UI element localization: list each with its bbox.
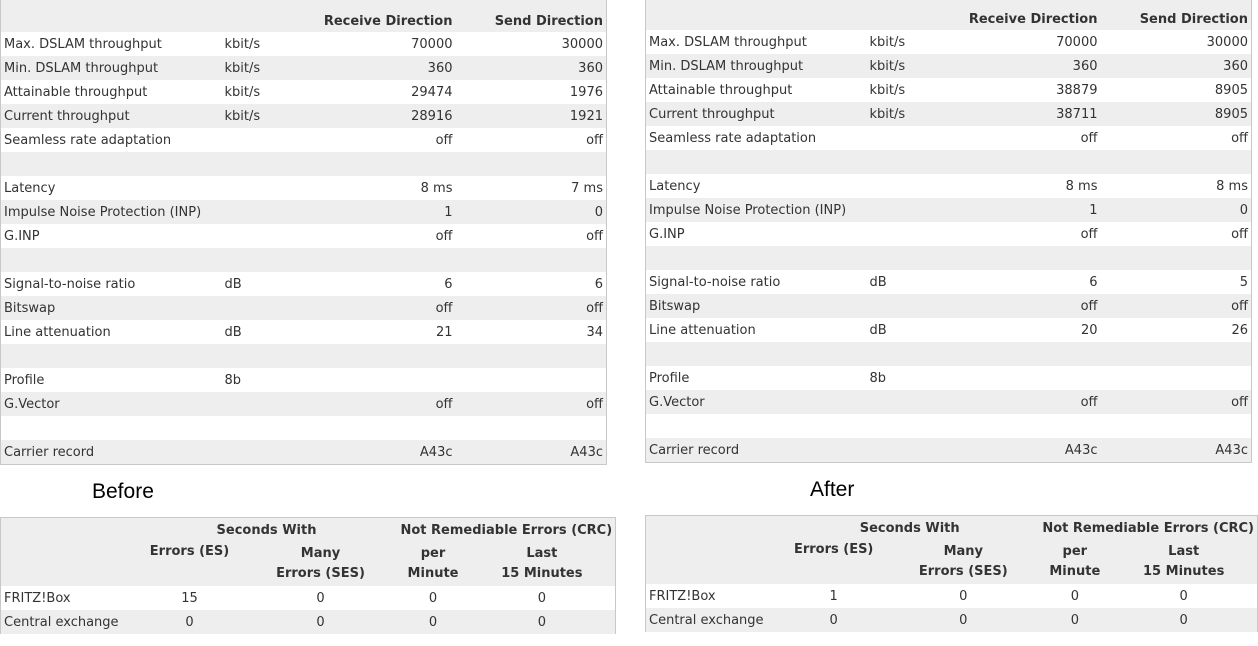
value-send: off — [1101, 294, 1252, 318]
row-label: Signal-to-noise ratio — [646, 270, 867, 294]
table-row — [646, 54, 1252, 78]
value-receive: 29474 — [297, 80, 456, 104]
table-row — [646, 30, 1252, 54]
table-row — [646, 126, 1252, 150]
table-row — [1, 80, 607, 104]
row-label: Max. DSLAM throughput — [646, 30, 867, 54]
value-receive: 6 — [942, 270, 1101, 294]
value-send: 7 ms — [456, 176, 607, 200]
row-unit: dB — [867, 270, 942, 294]
row-label: Profile — [646, 366, 867, 390]
row-unit: kbit/s — [222, 104, 297, 128]
table-row — [646, 78, 1252, 102]
row-label: Line attenuation — [646, 318, 867, 342]
col-15-line2: 15 Minutes — [1143, 564, 1225, 579]
table-row — [1, 320, 607, 344]
col-min-line2: Minute — [1049, 564, 1101, 579]
table-row — [646, 198, 1252, 222]
value-receive — [942, 366, 1101, 390]
table-row — [646, 390, 1252, 414]
value-send: off — [456, 296, 607, 320]
col-per-minute — [1039, 540, 1110, 584]
before-panel — [0, 0, 607, 465]
row-label — [646, 246, 867, 270]
value-receive: 1 — [297, 200, 456, 224]
value-send: 26 — [1101, 318, 1252, 342]
value-last15: 0 — [1110, 608, 1257, 632]
col-ses-line1: Many — [943, 544, 984, 559]
row-label: Min. DSLAM throughput — [1, 56, 222, 80]
row-label: Bitswap — [1, 296, 222, 320]
row-label: Min. DSLAM throughput — [646, 54, 867, 78]
value-min: 0 — [1039, 584, 1110, 608]
value-receive — [942, 342, 1101, 366]
row-unit — [222, 152, 297, 176]
group-crc: Not Remediable Errors (CRC) — [398, 518, 616, 543]
table-row — [646, 150, 1252, 174]
header-receive-direction: Receive Direction — [297, 0, 456, 32]
row-unit — [867, 246, 942, 270]
col-15-line2: 15 Minutes — [501, 566, 583, 581]
value-send: A43c — [1101, 438, 1252, 463]
value-receive: off — [942, 126, 1101, 150]
value-ses: 0 — [887, 584, 1039, 608]
value-send: off — [456, 128, 607, 152]
value-send — [1101, 150, 1252, 174]
table-row — [646, 608, 1258, 632]
row-label: Bitswap — [646, 294, 867, 318]
value-send: 8905 — [1101, 78, 1252, 102]
col-ses — [244, 542, 398, 586]
value-ses: 0 — [244, 610, 398, 634]
row-unit — [222, 176, 297, 200]
row-unit — [222, 128, 297, 152]
row-unit — [222, 248, 297, 272]
table-row — [1, 248, 607, 272]
value-send — [456, 416, 607, 440]
value-send — [456, 248, 607, 272]
value-ses: 0 — [244, 586, 398, 610]
value-receive — [297, 368, 456, 392]
row-unit — [222, 296, 297, 320]
empty-cell — [222, 0, 297, 32]
empty-cell — [1, 0, 222, 32]
col-last-15 — [1110, 540, 1257, 584]
value-send — [1101, 342, 1252, 366]
row-label: Max. DSLAM throughput — [1, 32, 222, 56]
table-row — [1, 296, 607, 320]
table-row — [1, 152, 607, 176]
row-label: Current throughput — [646, 102, 867, 126]
value-es: 15 — [136, 586, 244, 610]
value-receive: off — [297, 128, 456, 152]
value-last15: 0 — [1110, 584, 1257, 608]
table-row — [646, 318, 1252, 342]
value-receive — [297, 344, 456, 368]
row-unit — [222, 440, 297, 465]
table-row — [646, 246, 1252, 270]
col-min-line1: per — [1062, 544, 1088, 559]
table-row — [1, 224, 607, 248]
value-send: 0 — [456, 200, 607, 224]
value-send: 34 — [456, 320, 607, 344]
value-send — [1101, 246, 1252, 270]
table-row — [1, 272, 607, 296]
value-min: 0 — [398, 610, 469, 634]
after-stats-body — [646, 0, 1252, 463]
row-unit — [867, 198, 942, 222]
empty-cell — [1, 542, 136, 586]
row-label — [1, 152, 222, 176]
value-receive: 20 — [942, 318, 1101, 342]
value-send — [1101, 414, 1252, 438]
empty-cell — [867, 0, 942, 30]
row-label — [1, 416, 222, 440]
table-row — [646, 222, 1252, 246]
row-label — [1, 248, 222, 272]
value-receive: 8 ms — [297, 176, 456, 200]
value-receive: 21 — [297, 320, 456, 344]
table-row — [1, 128, 607, 152]
value-send: off — [1101, 390, 1252, 414]
value-receive — [942, 414, 1101, 438]
row-label: Latency — [1, 176, 222, 200]
value-receive — [942, 150, 1101, 174]
group-seconds-with: Seconds With — [780, 516, 1039, 541]
value-send: 30000 — [1101, 30, 1252, 54]
row-unit — [222, 416, 297, 440]
table-row — [646, 438, 1252, 463]
value-send: off — [456, 224, 607, 248]
value-receive: 1 — [942, 198, 1101, 222]
errors-column-header — [1, 542, 616, 586]
row-label — [646, 414, 867, 438]
value-min: 0 — [398, 586, 469, 610]
value-receive: off — [297, 392, 456, 416]
table-row — [1, 32, 607, 56]
value-receive: 70000 — [297, 32, 456, 56]
value-receive: 38879 — [942, 78, 1101, 102]
row-label: Latency — [646, 174, 867, 198]
row-unit — [222, 224, 297, 248]
row-label — [646, 150, 867, 174]
row-label: Carrier record — [646, 438, 867, 463]
header-send-direction: Send Direction — [1101, 0, 1252, 30]
value-send — [456, 344, 607, 368]
row-unit: 8b — [222, 368, 297, 392]
value-send — [456, 152, 607, 176]
table-row — [646, 584, 1258, 608]
value-send — [456, 368, 607, 392]
value-send: A43c — [456, 440, 607, 465]
table-row — [646, 414, 1252, 438]
col-es: Errors (ES) — [136, 542, 244, 586]
row-unit — [222, 344, 297, 368]
row-label: G.Vector — [646, 390, 867, 414]
value-receive: off — [942, 294, 1101, 318]
table-row — [646, 174, 1252, 198]
row-unit: 8b — [867, 366, 942, 390]
value-receive: A43c — [297, 440, 456, 465]
value-receive: off — [942, 390, 1101, 414]
table-row — [1, 440, 607, 465]
col-es: Errors (ES) — [780, 540, 887, 584]
value-send: 6 — [456, 272, 607, 296]
row-label — [1, 344, 222, 368]
table-row — [1, 416, 607, 440]
value-send: 0 — [1101, 198, 1252, 222]
row-unit — [222, 200, 297, 224]
row-unit: dB — [867, 318, 942, 342]
row-unit — [222, 392, 297, 416]
table-row — [1, 104, 607, 128]
row-unit: kbit/s — [867, 30, 942, 54]
value-receive: 38711 — [942, 102, 1101, 126]
row-label: Impulse Noise Protection (INP) — [1, 200, 222, 224]
row-label: Seamless rate adaptation — [646, 126, 867, 150]
value-receive: 6 — [297, 272, 456, 296]
row-unit — [867, 438, 942, 463]
row-unit — [867, 342, 942, 366]
value-last15: 0 — [469, 586, 616, 610]
value-receive: off — [942, 222, 1101, 246]
value-receive — [297, 152, 456, 176]
row-unit: dB — [222, 272, 297, 296]
col-ses-line1: Many — [300, 546, 341, 561]
value-receive: 360 — [942, 54, 1101, 78]
value-receive: off — [297, 224, 456, 248]
value-send: 1921 — [456, 104, 607, 128]
value-send: off — [1101, 126, 1252, 150]
header-receive-direction: Receive Direction — [942, 0, 1101, 30]
row-unit — [867, 294, 942, 318]
row-label: Central exchange — [1, 610, 136, 634]
table-row — [1, 392, 607, 416]
after-caption: After — [810, 478, 855, 501]
before-stats-body — [1, 0, 607, 465]
table-row — [1, 56, 607, 80]
value-send: 360 — [456, 56, 607, 80]
table-row — [1, 586, 616, 610]
row-label: Central exchange — [646, 608, 781, 632]
row-label: Current throughput — [1, 104, 222, 128]
value-min: 0 — [1039, 608, 1110, 632]
stats-header-row — [646, 0, 1252, 30]
table-row — [646, 294, 1252, 318]
table-row — [646, 342, 1252, 366]
after-errors-table — [645, 515, 1258, 632]
value-send: 360 — [1101, 54, 1252, 78]
value-receive — [297, 416, 456, 440]
row-unit: kbit/s — [222, 56, 297, 80]
row-label: FRITZ!Box — [1, 586, 136, 610]
value-receive: 8 ms — [942, 174, 1101, 198]
col-min-line1: per — [420, 546, 446, 561]
value-receive: off — [297, 296, 456, 320]
value-send: 1976 — [456, 80, 607, 104]
before-errors-table — [0, 517, 616, 634]
row-label: Signal-to-noise ratio — [1, 272, 222, 296]
table-row — [1, 368, 607, 392]
row-label: G.INP — [646, 222, 867, 246]
row-unit — [867, 126, 942, 150]
value-receive: 70000 — [942, 30, 1101, 54]
value-es: 1 — [780, 584, 887, 608]
value-es: 0 — [780, 608, 887, 632]
row-unit — [867, 150, 942, 174]
group-seconds-with: Seconds With — [136, 518, 398, 543]
after-panel — [645, 0, 1252, 463]
row-label — [646, 342, 867, 366]
value-send: 8905 — [1101, 102, 1252, 126]
row-label: Seamless rate adaptation — [1, 128, 222, 152]
row-unit — [867, 222, 942, 246]
table-row — [646, 102, 1252, 126]
col-min-line2: Minute — [407, 566, 459, 581]
group-crc: Not Remediable Errors (CRC) — [1039, 516, 1257, 541]
table-row — [646, 270, 1252, 294]
row-label: Profile — [1, 368, 222, 392]
row-unit: kbit/s — [867, 102, 942, 126]
errors-group-header — [1, 518, 616, 543]
value-es: 0 — [136, 610, 244, 634]
value-receive: 28916 — [297, 104, 456, 128]
row-label: Carrier record — [1, 440, 222, 465]
col-ses — [887, 540, 1039, 584]
row-unit: kbit/s — [222, 80, 297, 104]
col-ses-line2: Errors (SES) — [918, 564, 1008, 579]
value-receive: 360 — [297, 56, 456, 80]
empty-cell — [646, 540, 781, 584]
row-label: FRITZ!Box — [646, 584, 781, 608]
value-receive — [942, 246, 1101, 270]
value-send: 8 ms — [1101, 174, 1252, 198]
before-line-stats-table — [0, 0, 607, 465]
value-receive — [297, 248, 456, 272]
row-label: Line attenuation — [1, 320, 222, 344]
row-unit — [867, 174, 942, 198]
row-unit: kbit/s — [867, 78, 942, 102]
row-label: Attainable throughput — [1, 80, 222, 104]
value-send — [1101, 366, 1252, 390]
empty-cell — [646, 516, 781, 541]
row-unit — [867, 414, 942, 438]
value-last15: 0 — [469, 610, 616, 634]
col-last-15 — [469, 542, 616, 586]
table-row — [1, 200, 607, 224]
value-send: off — [456, 392, 607, 416]
row-label: Impulse Noise Protection (INP) — [646, 198, 867, 222]
value-receive: A43c — [942, 438, 1101, 463]
table-row — [646, 366, 1252, 390]
table-row — [1, 344, 607, 368]
stats-header-row — [1, 0, 607, 32]
col-15-line1: Last — [526, 546, 558, 561]
empty-cell — [646, 0, 867, 30]
col-15-line1: Last — [1168, 544, 1200, 559]
after-line-stats-table — [645, 0, 1252, 463]
value-send: 30000 — [456, 32, 607, 56]
errors-column-header — [646, 540, 1258, 584]
before-caption: Before — [92, 480, 154, 503]
row-unit: dB — [222, 320, 297, 344]
header-send-direction: Send Direction — [456, 0, 607, 32]
col-ses-line2: Errors (SES) — [276, 566, 365, 581]
empty-cell — [1, 518, 136, 543]
row-label: G.INP — [1, 224, 222, 248]
table-row — [1, 610, 616, 634]
value-send: 5 — [1101, 270, 1252, 294]
table-row — [1, 176, 607, 200]
row-unit — [867, 390, 942, 414]
value-send: off — [1101, 222, 1252, 246]
row-label: G.Vector — [1, 392, 222, 416]
row-unit: kbit/s — [867, 54, 942, 78]
row-label: Attainable throughput — [646, 78, 867, 102]
col-per-minute — [398, 542, 469, 586]
errors-group-header — [646, 516, 1258, 541]
value-ses: 0 — [887, 608, 1039, 632]
row-unit: kbit/s — [222, 32, 297, 56]
